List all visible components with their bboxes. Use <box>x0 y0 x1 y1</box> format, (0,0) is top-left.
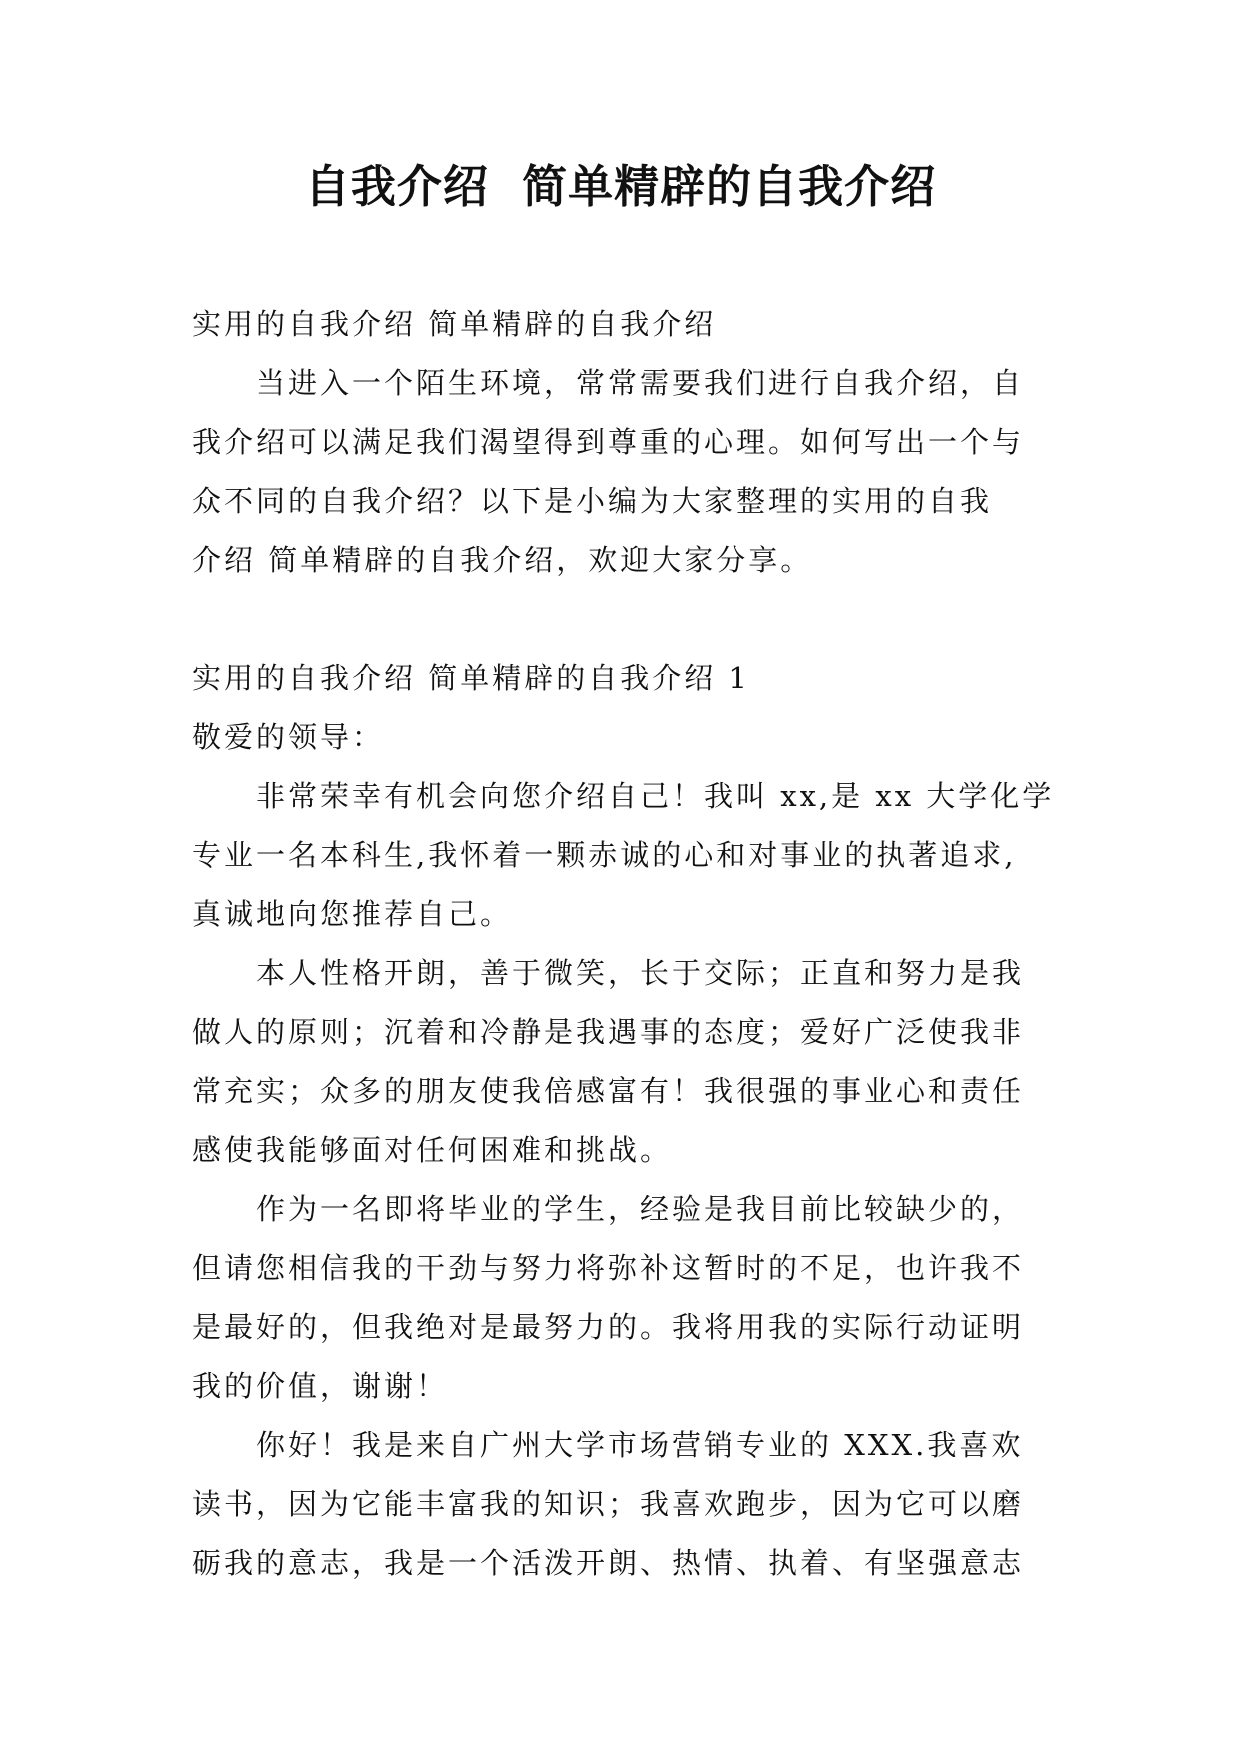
paragraph-gap <box>192 590 1052 649</box>
paragraph-line: 非常荣幸有机会向您介绍自己！我叫 xx,是 xx 大学化学 <box>256 779 1055 813</box>
paragraph-line: 感使我能够面对任何困难和挑战。 <box>192 1133 673 1167</box>
paragraph-line: 我的价值，谢谢！ <box>192 1369 449 1403</box>
salutation-line: 敬爱的领导： <box>192 720 385 754</box>
section-heading: 实用的自我介绍 简单精辟的自我介绍 1 <box>192 661 750 695</box>
document-body <box>192 295 1055 1593</box>
paragraph-line: 介绍 简单精辟的自我介绍，欢迎大家分享。 <box>192 543 813 577</box>
paragraph-line: 读书，因为它能丰富我的知识；我喜欢跑步，因为它可以磨 <box>192 1487 1025 1521</box>
paragraph-line: 专业一名本科生,我怀着一颗赤诚的心和对事业的执著追求, <box>192 838 1017 872</box>
paragraph-line: 是最好的，但我绝对是最努力的。我将用我的实际行动证明 <box>192 1310 1025 1344</box>
paragraph-line: 作为一名即将毕业的学生，经验是我目前比较缺少的， <box>256 1192 1025 1226</box>
paragraph-line: 当进入一个陌生环境，常常需要我们进行自我介绍，自 <box>256 366 1025 400</box>
paragraph-line: 常充实；众多的朋友使我倍感富有！我很强的事业心和责任 <box>192 1074 1025 1108</box>
paragraph-line: 做人的原则；沉着和冷静是我遇事的态度；爱好广泛使我非 <box>192 1015 1025 1049</box>
subtitle-line: 实用的自我介绍 简单精辟的自我介绍 <box>192 307 717 341</box>
paragraph-line: 真诚地向您推荐自己。 <box>192 897 513 931</box>
paragraph-line: 众不同的自我介绍？以下是小编为大家整理的实用的自我 <box>192 484 993 518</box>
paragraph-line: 但请您相信我的干劲与努力将弥补这暂时的不足，也许我不 <box>192 1251 1025 1285</box>
paragraph-line: 你好！我是来自广州大学市场营销专业的 XXX.我喜欢 <box>256 1428 1024 1462</box>
paragraph-line: 我介绍可以满足我们渴望得到尊重的心理。如何写出一个与 <box>192 425 1025 459</box>
paragraph-line: 本人性格开朗，善于微笑，长于交际；正直和努力是我 <box>256 956 1025 990</box>
paragraph-line: 砺我的意志，我是一个活泼开朗、热情、执着、有坚强意志 <box>192 1546 1025 1580</box>
document-title: 自我介绍 简单精辟的自我介绍 <box>304 160 937 213</box>
